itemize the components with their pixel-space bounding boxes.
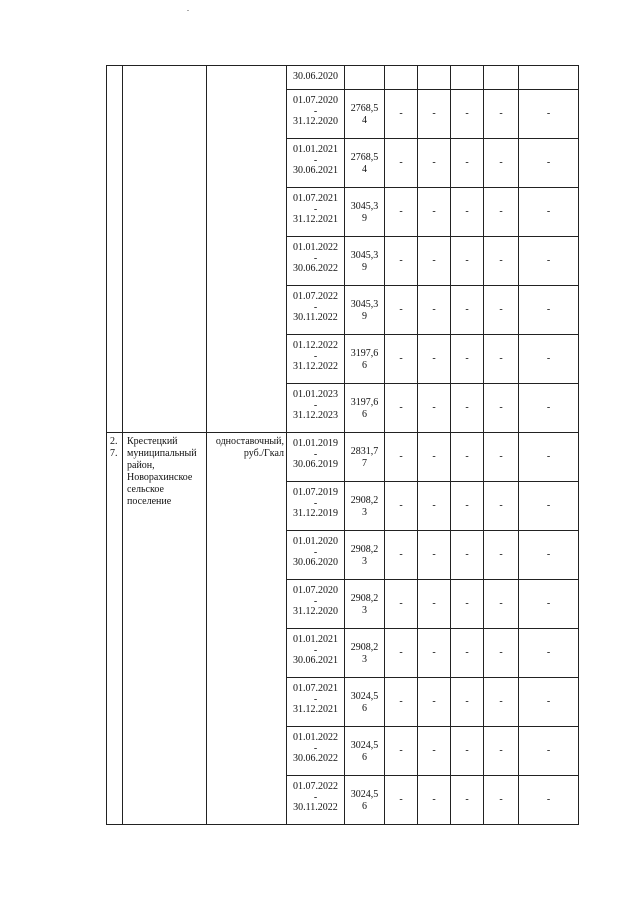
tariff-value-part: 2768,5 <box>350 152 379 163</box>
dash-mark: - <box>432 402 436 413</box>
period-end: 31.12.2020 <box>293 606 338 617</box>
empty-value-cell <box>385 237 418 286</box>
dash-mark: - <box>465 157 469 168</box>
tariff-type-cell <box>207 66 287 433</box>
empty-value-cell <box>385 139 418 188</box>
dash-mark: - <box>399 353 403 364</box>
period-start: 01.07.2022 <box>293 291 338 302</box>
empty-value-cell <box>385 580 418 629</box>
tariff-value-cell <box>345 482 385 531</box>
empty-value-cell <box>451 678 484 727</box>
period-start: 01.01.2022 <box>293 242 338 253</box>
empty-value-cell <box>484 678 519 727</box>
period-cell <box>287 727 345 776</box>
period-end: 31.12.2021 <box>293 214 338 225</box>
empty-value-cell <box>451 90 484 139</box>
period-cell <box>287 335 345 384</box>
dash-mark: - <box>499 500 503 511</box>
empty-value-cell <box>418 90 451 139</box>
dash-mark: - <box>432 745 436 756</box>
period-cell <box>287 482 345 531</box>
dash-mark: - <box>399 108 403 119</box>
empty-value-cell <box>519 531 579 580</box>
empty-value-cell <box>385 90 418 139</box>
period-end: 30.06.2021 <box>293 655 338 666</box>
dash-mark: - <box>546 500 551 511</box>
period-separator: - <box>313 596 318 607</box>
tariff-value-cell <box>345 139 385 188</box>
period-separator: - <box>313 792 318 803</box>
empty-value-cell <box>385 335 418 384</box>
empty-value-cell <box>484 433 519 482</box>
dash-mark: - <box>499 402 503 413</box>
period-cell <box>287 531 345 580</box>
tariff-value-part: 3045,3 <box>350 299 379 310</box>
dash-mark: - <box>499 255 503 266</box>
empty-value-cell <box>484 237 519 286</box>
dash-mark: - <box>499 549 503 560</box>
period-separator: - <box>313 351 318 362</box>
period-separator: - <box>313 155 318 166</box>
period-cell <box>287 286 345 335</box>
empty-value-cell <box>418 139 451 188</box>
empty-value-cell <box>418 482 451 531</box>
period-separator: - <box>313 743 318 754</box>
empty-value-cell <box>519 433 579 482</box>
dash-mark: - <box>546 549 551 560</box>
dash-mark: - <box>399 598 403 609</box>
empty-value-cell <box>385 66 418 90</box>
row-number-cell <box>107 433 123 825</box>
tariff-value-part: 2908,2 <box>350 642 379 653</box>
municipality-name: Крестецкий муниципальный район, Новорахинское сельское поселение <box>127 436 197 507</box>
row-number-part: 7. <box>110 448 118 459</box>
tariff-value-part: 3024,5 <box>350 740 379 751</box>
empty-value-cell <box>385 727 418 776</box>
tariff-value-part: 2768,5 <box>350 103 379 114</box>
dash-mark: - <box>465 647 469 658</box>
dash-mark: - <box>432 451 436 462</box>
period-cell <box>287 90 345 139</box>
dash-mark: - <box>399 402 403 413</box>
period-cell <box>287 776 345 825</box>
period-start: 01.07.2019 <box>293 487 338 498</box>
empty-value-cell <box>484 335 519 384</box>
period-cell <box>287 580 345 629</box>
period-separator: - <box>313 302 318 313</box>
empty-value-cell <box>484 629 519 678</box>
tariff-value-part: 9 <box>362 213 367 224</box>
empty-value-cell <box>484 286 519 335</box>
tariff-value-part: 6 <box>362 703 367 714</box>
dash-mark: - <box>465 402 469 413</box>
empty-value-cell <box>519 678 579 727</box>
tariff-value-cell <box>345 66 385 90</box>
dash-mark: - <box>499 451 503 462</box>
empty-value-cell <box>451 629 484 678</box>
empty-value-cell <box>451 433 484 482</box>
table-body <box>107 66 579 825</box>
empty-value-cell <box>519 188 579 237</box>
dash-mark: - <box>465 745 469 756</box>
dash-mark: - <box>499 647 503 658</box>
period-end: 30.06.2022 <box>293 263 338 274</box>
dash-mark: - <box>546 598 551 609</box>
dash-mark: - <box>465 353 469 364</box>
dash-mark: - <box>432 598 436 609</box>
period-start: 01.01.2021 <box>293 634 338 645</box>
empty-value-cell <box>418 384 451 433</box>
empty-value-cell <box>418 335 451 384</box>
tariff-value-part: 3197,6 <box>350 397 379 408</box>
dash-mark: - <box>465 108 469 119</box>
dash-mark: - <box>432 647 436 658</box>
empty-value-cell <box>484 727 519 776</box>
empty-value-cell <box>484 384 519 433</box>
dash-mark: - <box>465 500 469 511</box>
period-end: 31.12.2022 <box>293 361 338 372</box>
tariff-value-part: 7 <box>362 458 367 469</box>
empty-value-cell <box>451 580 484 629</box>
empty-value-cell <box>519 286 579 335</box>
empty-value-cell <box>484 580 519 629</box>
period-separator: - <box>313 449 318 460</box>
tariff-value-cell <box>345 678 385 727</box>
dash-mark: - <box>546 402 551 413</box>
tariff-value-part: 3 <box>362 556 367 567</box>
empty-value-cell <box>451 482 484 531</box>
period-start: 01.07.2021 <box>293 683 338 694</box>
period-end: 30.11.2022 <box>293 802 338 813</box>
empty-value-cell <box>519 482 579 531</box>
tariff-value-cell <box>345 188 385 237</box>
tariff-value-cell <box>345 776 385 825</box>
empty-value-cell <box>519 335 579 384</box>
dash-mark: - <box>546 794 551 805</box>
period-separator: - <box>313 694 318 705</box>
tariff-value-part: 2908,2 <box>350 495 379 506</box>
period-start: 01.07.2020 <box>293 585 338 596</box>
empty-value-cell <box>418 629 451 678</box>
tariff-value-cell <box>345 384 385 433</box>
tariff-value-part: 2908,2 <box>350 544 379 555</box>
tariff-value-cell <box>345 90 385 139</box>
row-number-cell <box>107 66 123 433</box>
dash-mark: - <box>432 696 436 707</box>
tariff-value-cell <box>345 237 385 286</box>
empty-value-cell <box>385 384 418 433</box>
period-cell <box>287 188 345 237</box>
tariff-value-part: 6 <box>362 409 367 420</box>
period-cell <box>287 433 345 482</box>
empty-value-cell <box>385 678 418 727</box>
empty-value-cell <box>418 433 451 482</box>
row-number-part: 2. <box>110 436 118 447</box>
empty-value-cell <box>451 335 484 384</box>
tariff-table <box>106 65 579 825</box>
dash-mark: - <box>546 157 551 168</box>
empty-value-cell <box>519 384 579 433</box>
period-start: 01.01.2021 <box>293 144 338 155</box>
empty-value-cell <box>385 629 418 678</box>
empty-value-cell <box>385 286 418 335</box>
tariff-value-cell <box>345 580 385 629</box>
period-end: 30.11.2022 <box>293 312 338 323</box>
period-cell <box>287 237 345 286</box>
dash-mark: - <box>546 647 551 658</box>
dash-mark: - <box>432 353 436 364</box>
tariff-value-part: 6 <box>362 752 367 763</box>
dash-mark: - <box>465 304 469 315</box>
dash-mark: - <box>399 304 403 315</box>
dash-mark: - <box>399 206 403 217</box>
dash-mark: - <box>399 500 403 511</box>
period-cell <box>287 139 345 188</box>
period-separator: - <box>313 547 318 558</box>
period-start: 01.07.2020 <box>293 95 338 106</box>
dash-mark: - <box>432 108 436 119</box>
tariff-value-cell <box>345 335 385 384</box>
dash-mark: - <box>499 745 503 756</box>
tariff-value-part: 6 <box>362 360 367 371</box>
tariff-value-part: 3197,6 <box>350 348 379 359</box>
empty-value-cell <box>519 580 579 629</box>
empty-value-cell <box>418 580 451 629</box>
period-cell <box>287 384 345 433</box>
tariff-value-cell <box>345 727 385 776</box>
tariff-value-part: 3 <box>362 507 367 518</box>
dash-mark: - <box>465 451 469 462</box>
tariff-value-cell <box>345 433 385 482</box>
tariff-value-part: 3 <box>362 605 367 616</box>
tariff-value-part: 3024,5 <box>350 691 379 702</box>
period-cell <box>287 629 345 678</box>
empty-value-cell <box>385 482 418 531</box>
tariff-value-cell <box>345 531 385 580</box>
dash-mark: - <box>546 304 551 315</box>
empty-value-cell <box>484 531 519 580</box>
dash-mark: - <box>546 696 551 707</box>
dash-mark: - <box>546 206 551 217</box>
empty-value-cell <box>451 66 484 90</box>
dash-mark: - <box>399 794 403 805</box>
empty-value-cell <box>418 237 451 286</box>
dash-mark: - <box>432 255 436 266</box>
tariff-value-part: 9 <box>362 311 367 322</box>
dash-mark: - <box>499 696 503 707</box>
empty-value-cell <box>519 237 579 286</box>
dash-mark: - <box>546 255 551 266</box>
empty-value-cell <box>385 188 418 237</box>
period-separator: - <box>313 106 318 117</box>
dash-mark: - <box>465 206 469 217</box>
municipality-cell <box>123 433 207 825</box>
dash-mark: - <box>399 696 403 707</box>
empty-value-cell <box>451 776 484 825</box>
dash-mark: - <box>399 451 403 462</box>
period-start: 01.01.2020 <box>293 536 338 547</box>
empty-value-cell <box>418 776 451 825</box>
table-row <box>107 66 579 90</box>
period-end: 30.06.2019 <box>293 459 338 470</box>
period-start: 01.07.2022 <box>293 781 338 792</box>
empty-value-cell <box>418 727 451 776</box>
tariff-value-cell <box>345 629 385 678</box>
dash-mark: - <box>499 157 503 168</box>
dash-mark: - <box>399 157 403 168</box>
empty-value-cell <box>418 66 451 90</box>
dash-mark: - <box>499 598 503 609</box>
period-separator: - <box>313 498 318 509</box>
empty-value-cell <box>418 188 451 237</box>
dash-mark: - <box>465 549 469 560</box>
period-cell <box>287 66 345 90</box>
period-separator: - <box>313 400 318 411</box>
tariff-type: одноставочный, руб./Гкал <box>215 436 284 459</box>
dash-mark: - <box>399 549 403 560</box>
municipality-cell <box>123 66 207 433</box>
dash-mark: - <box>465 255 469 266</box>
tariff-value-part: 6 <box>362 801 367 812</box>
period-end: 30.06.2020 <box>293 71 338 82</box>
dash-mark: - <box>499 304 503 315</box>
empty-value-cell <box>519 90 579 139</box>
empty-value-cell <box>484 90 519 139</box>
dash-mark: - <box>465 598 469 609</box>
dash-mark: - <box>499 794 503 805</box>
tariff-value-part: 3045,3 <box>350 250 379 261</box>
period-end: 31.12.2019 <box>293 508 338 519</box>
dash-mark: - <box>432 206 436 217</box>
table-row <box>107 433 579 482</box>
period-end: 30.06.2022 <box>293 753 338 764</box>
period-start: 01.01.2023 <box>293 389 338 400</box>
period-start: 01.12.2022 <box>293 340 338 351</box>
period-start: 01.01.2022 <box>293 732 338 743</box>
empty-value-cell <box>519 629 579 678</box>
empty-value-cell <box>484 188 519 237</box>
empty-value-cell <box>385 433 418 482</box>
empty-value-cell <box>519 727 579 776</box>
period-separator: - <box>313 253 318 264</box>
dash-mark: - <box>399 647 403 658</box>
dash-mark: - <box>399 745 403 756</box>
empty-value-cell <box>519 139 579 188</box>
period-cell <box>287 678 345 727</box>
dash-mark: - <box>465 794 469 805</box>
dash-mark: - <box>499 108 503 119</box>
tariff-type-cell <box>207 433 287 825</box>
tariff-value-part: 2908,2 <box>350 593 379 604</box>
empty-value-cell <box>418 531 451 580</box>
dash-mark: - <box>432 500 436 511</box>
period-separator: - <box>313 204 318 215</box>
dash-mark: - <box>546 745 551 756</box>
tariff-value-part: 3 <box>362 654 367 665</box>
dash-mark: - <box>432 549 436 560</box>
scan-speck <box>187 10 189 11</box>
empty-value-cell <box>484 139 519 188</box>
empty-value-cell <box>484 482 519 531</box>
period-end: 31.12.2020 <box>293 116 338 127</box>
tariff-value-part: 4 <box>362 164 367 175</box>
empty-value-cell <box>451 286 484 335</box>
period-separator: - <box>313 645 318 656</box>
empty-value-cell <box>385 776 418 825</box>
empty-value-cell <box>385 531 418 580</box>
empty-value-cell <box>418 678 451 727</box>
period-end: 31.12.2021 <box>293 704 338 715</box>
dash-mark: - <box>465 696 469 707</box>
empty-value-cell <box>451 188 484 237</box>
empty-value-cell <box>451 727 484 776</box>
dash-mark: - <box>499 206 503 217</box>
dash-mark: - <box>499 353 503 364</box>
empty-value-cell <box>451 237 484 286</box>
dash-mark: - <box>399 255 403 266</box>
empty-value-cell <box>519 66 579 90</box>
empty-value-cell <box>484 66 519 90</box>
dash-mark: - <box>546 108 551 119</box>
period-end: 31.12.2023 <box>293 410 338 421</box>
empty-value-cell <box>451 384 484 433</box>
empty-value-cell <box>451 139 484 188</box>
tariff-value-part: 4 <box>362 115 367 126</box>
dash-mark: - <box>432 157 436 168</box>
empty-value-cell <box>451 531 484 580</box>
tariff-value-cell <box>345 286 385 335</box>
dash-mark: - <box>432 304 436 315</box>
empty-value-cell <box>519 776 579 825</box>
tariff-value-part: 9 <box>362 262 367 273</box>
tariff-value-part: 3045,3 <box>350 201 379 212</box>
period-end: 30.06.2021 <box>293 165 338 176</box>
empty-value-cell <box>484 776 519 825</box>
period-start: 01.01.2019 <box>293 438 338 449</box>
tariff-value-part: 3024,5 <box>350 789 379 800</box>
tariff-value-part: 2831,7 <box>350 446 379 457</box>
period-start: 01.07.2021 <box>293 193 338 204</box>
period-end: 30.06.2020 <box>293 557 338 568</box>
dash-mark: - <box>546 353 551 364</box>
empty-value-cell <box>418 286 451 335</box>
dash-mark: - <box>546 451 551 462</box>
dash-mark: - <box>432 794 436 805</box>
